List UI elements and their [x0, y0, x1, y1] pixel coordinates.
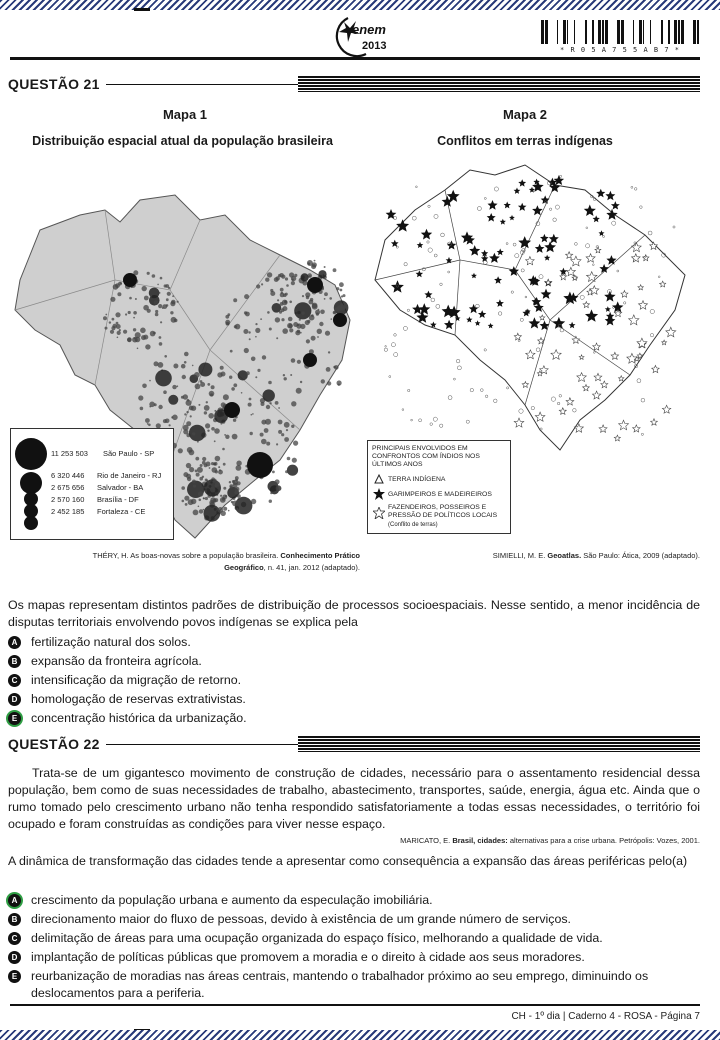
option-text: implantação de políticas públicas que promovem a moradia e o direito à cidade aos seus moradores. — [31, 950, 585, 964]
source-rest: alternativas para a crise urbana. Petrópolis: Vozes, 2001. — [509, 836, 700, 845]
option-letter-icon: B — [8, 655, 21, 668]
credit-title: Geoatlas. — [547, 551, 582, 560]
page-header — [0, 10, 720, 60]
option-letter-icon: D — [8, 693, 21, 706]
legend-4-value: 2 570 160 — [51, 495, 85, 504]
question-22-header — [8, 736, 700, 754]
legend-2-city: Rio de Janeiro - RJ — [97, 471, 162, 480]
map-1-subtitle: Distribuição espacial atual da população brasileira — [32, 134, 333, 148]
question-header-bar — [298, 76, 700, 92]
terra-indigena-icon — [374, 474, 384, 484]
map-2-credit — [440, 550, 700, 562]
footer-rule — [10, 1004, 700, 1006]
legend-3-value: 2 675 656 — [51, 483, 85, 492]
legend-5-value: 2 452 185 — [51, 507, 85, 516]
legend-note: (Conflito de terras) — [388, 522, 438, 528]
map-1-title: Mapa 1 — [162, 107, 208, 122]
option-letter-icon: C — [8, 932, 21, 945]
credit-journal: Conhecimento Prático — [280, 551, 360, 560]
question-21-header — [8, 76, 700, 94]
question-22-passage: Trata-se de um gigantesco movimento de construção de cidades, necessário para o assentamento residencial dessa população, bem como de suas necessidades de trabalho, abastecimento, transportes, saúde, energia, água etc. Ainda que o rumo tomado pelo crescimento urbano não tenha respondido satisfatoriamente a todas essas necessidades, o território foi ocupado e foram construídas as condições para viver nesse espaço. — [8, 766, 700, 831]
option-text: fertilização natural dos solos. — [31, 635, 191, 649]
question-21-title: QUESTÃO 21 — [8, 76, 100, 92]
credit-author: SIMIELLI, M. E. — [492, 551, 546, 560]
question-header-line — [106, 84, 298, 85]
option-text: delimitação de áreas para uma ocupação organizada do espaço físico, melhorando a qualidade de vida. — [31, 931, 603, 945]
option-letter-icon: E — [8, 970, 21, 983]
legend-item-terra-indigena: TERRA INDÍGENA — [388, 476, 446, 483]
question-header-bar — [298, 736, 700, 752]
logo-year: 2013 — [362, 40, 387, 52]
credit-rest: , n. 41, jan. 2012 (adaptado). — [263, 563, 360, 572]
source-title: Brasil, cidades: — [452, 836, 508, 845]
bottom-hatch-border — [0, 1030, 720, 1040]
legend-item-garimpeiros: GARIMPEIROS E MADEIREIROS — [388, 491, 492, 498]
fazendeiros-star-icon — [373, 507, 385, 519]
legend-4-city: Brasília - DF — [97, 495, 139, 504]
logo-text: enem — [352, 22, 386, 37]
source-author: MARICATO, E. — [400, 836, 451, 845]
option-letter-icon: C — [8, 674, 21, 687]
option-text: concentração histórica da urbanização. — [31, 711, 247, 725]
indigenous-conflicts-map — [365, 160, 695, 460]
option-letter-icon-correct: E — [8, 712, 21, 725]
page-footer: CH - 1º dia | Caderno 4 - ROSA - Página 7 — [511, 1011, 700, 1022]
option-text: reurbanização de moradias nas áreas centrais, mantendo o trabalhador próximo ao seu emprego, diminuindo os deslocamentos para a periferia. — [31, 969, 649, 1000]
option-text: intensificação da migração de retorno. — [31, 673, 242, 687]
map-2-title: Mapa 2 — [502, 107, 548, 122]
legend-5-city: Fortaleza - CE — [97, 507, 146, 516]
credit-author: THÉRY, H. As boas-novas sobre a população brasileira. — [92, 551, 279, 560]
credit-rest: São Paulo: Ática, 2009 (adaptado). — [583, 551, 700, 560]
legend-1-value: 11 253 503 — [51, 449, 88, 458]
top-hatch-border — [0, 0, 720, 10]
option-letter-icon: D — [8, 951, 21, 964]
credit-journal-2: Geográfico — [224, 563, 264, 572]
legend-1-city: São Paulo - SP — [103, 449, 155, 458]
map-1-legend — [10, 428, 174, 540]
barcode-icon — [541, 20, 699, 44]
map-2-subtitle: Conflitos em terras indígenas — [437, 134, 613, 148]
option-text: crescimento da população urbana e aumento da especulação imobiliária. — [31, 893, 433, 907]
option-text: homologação de reservas extrativistas. — [31, 692, 246, 706]
question-header-line — [106, 744, 298, 745]
question-22-title: QUESTÃO 22 — [8, 736, 100, 752]
legend-2-value: 6 320 446 — [51, 471, 85, 480]
option-text: expansão da fronteira agrícola. — [31, 654, 202, 668]
option-text: direcionamento maior do fluxo de pessoas, devido à existência de um grande número de serviços. — [31, 912, 571, 926]
option-letter-icon: B — [8, 913, 21, 926]
header-rule — [10, 57, 700, 60]
legend-3-city: Salvador - BA — [97, 483, 144, 492]
legend-2-title: PRINCIPAIS ENVOLVIDOS EM CONFRONTOS COM ÍNDIOS NOS ÚLTIMOS ANOS — [372, 445, 480, 468]
question-22-statement: A dinâmica de transformação das cidades tende a apresentar como consequência a expansão das áreas periféricas pelo(a) — [8, 854, 688, 868]
map-2-legend — [367, 440, 511, 534]
garimpeiros-star-icon — [373, 488, 385, 500]
option-letter-icon-correct: A — [8, 894, 21, 907]
map-1-credit — [40, 550, 360, 574]
question-21-statement: Os mapas representam distintos padrões de distribuição de processos socioespaciais. Nesse sentido, a menor incidência de disputas territoriais envolvendo povos indígenas se explica pela — [8, 598, 700, 629]
population-circle-icons — [11, 429, 51, 539]
option-letter-icon: A — [8, 636, 21, 649]
question-22-source — [400, 836, 700, 845]
barcode-text: * R 0 5 A 7 5 5 A B 7 * — [560, 46, 680, 54]
legend-item-fazendeiros: FAZENDEIROS, POSSEIROS E PRESSÃO DE POLÍTICOS LOCAIS — [388, 504, 498, 519]
